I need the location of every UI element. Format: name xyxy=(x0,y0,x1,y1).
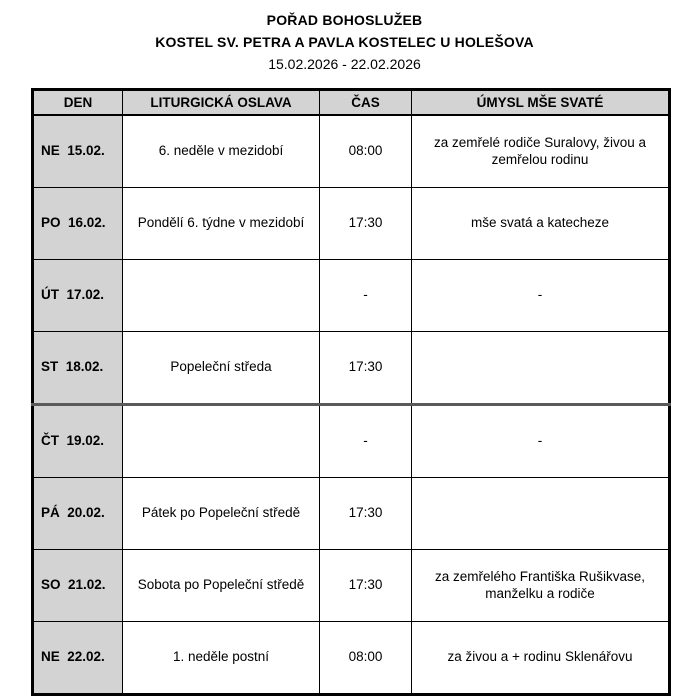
schedule-table xyxy=(31,88,671,696)
time-cell: 17:30 xyxy=(320,550,412,622)
intention-cell: za zemřelého Františka Rušikvase, manželku a rodiče xyxy=(412,550,670,622)
celebration-cell: Popeleční středa xyxy=(123,332,320,405)
table-row xyxy=(33,622,670,695)
time-cell: 17:30 xyxy=(320,478,412,550)
time-cell: - xyxy=(320,405,412,478)
table-header-row xyxy=(33,90,670,116)
table-row xyxy=(33,115,670,188)
day-cell: PÁ 20.02. xyxy=(33,478,123,550)
intention-cell: - xyxy=(412,260,670,332)
time-cell: - xyxy=(320,260,412,332)
table-row xyxy=(33,478,670,550)
intention-cell: za zemřelé rodiče Suralovy, živou a zemřelou rodinu xyxy=(412,115,670,188)
day-cell: ČT 19.02. xyxy=(33,405,123,478)
celebration-cell xyxy=(123,405,320,478)
table-row xyxy=(33,188,670,260)
day-cell: ST 18.02. xyxy=(33,332,123,405)
celebration-cell: Pátek po Popeleční středě xyxy=(123,478,320,550)
celebration-cell xyxy=(123,260,320,332)
document-header xyxy=(0,0,689,75)
table-row xyxy=(33,260,670,332)
schedule-table-body xyxy=(33,115,670,695)
table-row xyxy=(33,550,670,622)
day-cell: ÚT 17.02. xyxy=(33,260,123,332)
document-subtitle: KOSTEL SV. PETRA A PAVLA KOSTELEC U HOLEŠOVA xyxy=(155,34,534,50)
intention-cell xyxy=(412,332,670,405)
col-header-umysl: ÚMYSL MŠE SVATÉ xyxy=(412,90,670,116)
table-row xyxy=(33,332,670,405)
celebration-cell: 6. neděle v mezidobí xyxy=(123,115,320,188)
celebration-cell: Sobota po Popeleční středě xyxy=(123,550,320,622)
day-cell: NE 22.02. xyxy=(33,622,123,695)
day-cell: NE 15.02. xyxy=(33,115,123,188)
time-cell: 08:00 xyxy=(320,622,412,695)
col-header-cas: ČAS xyxy=(320,90,412,116)
celebration-cell: 1. neděle postní xyxy=(123,622,320,695)
intention-cell: za živou a + rodinu Sklenářovu xyxy=(412,622,670,695)
document-title: POŘAD BOHOSLUŽEB xyxy=(266,12,423,28)
time-cell: 08:00 xyxy=(320,115,412,188)
intention-cell: - xyxy=(412,405,670,478)
table-row xyxy=(33,405,670,478)
day-cell: SO 21.02. xyxy=(33,550,123,622)
time-cell: 17:30 xyxy=(320,188,412,260)
col-header-oslava: LITURGICKÁ OSLAVA xyxy=(123,90,320,116)
celebration-cell: Pondělí 6. týdne v mezidobí xyxy=(123,188,320,260)
day-cell: PO 16.02. xyxy=(33,188,123,260)
intention-cell xyxy=(412,478,670,550)
col-header-den: DEN xyxy=(33,90,123,116)
time-cell: 17:30 xyxy=(320,332,412,405)
intention-cell: mše svatá a katecheze xyxy=(412,188,670,260)
date-range: 15.02.2026 - 22.02.2026 xyxy=(268,56,421,72)
